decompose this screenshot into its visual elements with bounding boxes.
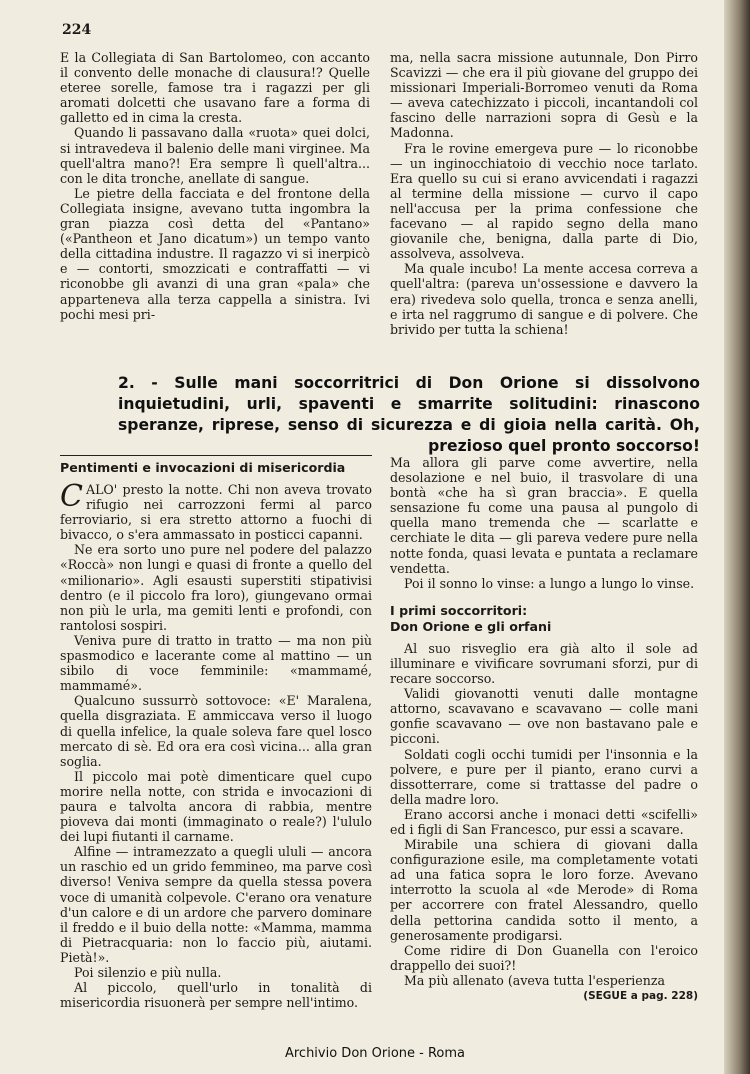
subsection-title-line: I primi soccorritori:: [390, 602, 528, 618]
paragraph: Come ridire di Don Guanella con l'eroico drappello dei suoi?!: [390, 942, 698, 973]
bottom-left-column: [60, 460, 372, 1010]
paragraph: Soldati cogli occhi tumidi per l'insonnia e la polvere, e pure per il pianto, erano curvi a dissotterrare, come si trattasse del padre o della madre loro.: [390, 746, 698, 807]
paragraph: Veniva pure di tratto in tratto — ma non più spasmodico e lacerante come al mattino — un sibilo di voce femminile: «mammamé, mammamé».: [60, 632, 372, 694]
paragraph: Fra le rovine emergeva pure — lo riconobbe — un inginocchiatoio di vecchio noce tarlato. Era quello su cui si erano avvicendati i ragazzi al termine della missione — curvo il capo nell'accusa per la prima confessione che facevano — al rapido segno della mano giovanile che, benigna, dalla parte di Dio, assolveva, assolveva.: [390, 140, 698, 262]
divider: [60, 455, 372, 456]
paragraph: ma, nella sacra missione autunnale, Don Pirro Scavizzi — che era il più giovane del gruppo dei missionari Imperiali-Borromeo venuti da Roma — aveva catechizzato i piccoli, incantandoli col fascino delle narrazioni sopra di Gesù e la Madonna.: [390, 50, 698, 141]
paragraph: Ma allora gli parve come avvertire, nella desolazione e nel buio, il trasvolare di una bontà «che ha sì gran braccia». E quella sensazione fu come una pausa al pungolo di quella mano tremenda che — scarlatte e cerchiate le dita — gli pareva vedere pure nella notte fonda, quasi levata e puntata a reclamare vendetta.: [390, 455, 698, 576]
subsection-title: [390, 603, 698, 635]
paragraph: Alfine — intramezzato a quegli ululi — ancora un raschio ed un grido femmineo, ma parve così diverso! Veniva sempre da quella stessa povera voce di umanità colpevole. C'erano ora venature d'un calore e di un ardore che parvero dominare il freddo e il buio della notte: «Mamma, mamma di Pietracquaria: non lo faccio più, aiutami. Pietà!».: [60, 844, 372, 965]
paragraph: Ma quale incubo! La mente accesa correva a quell'altra: (pareva un'ossessione e davvero la era) rivedeva solo quella, tronca e senza anelli, e irta nel raggrumo di sangue e di polvere. Che brivido per tutta la schiena!: [390, 261, 698, 337]
paragraph: Il piccolo mai potè dimenticare quel cupo morire nella notte, con strida e invocazioni di paura e talvolta ancora di rabbia, mentre pioveva dai monti (immaginato o reale?) l'ululo dei lupi fiutanti il carname.: [60, 768, 372, 845]
paragraph: Poi il sonno lo vinse: a lungo a lungo lo vinse.: [404, 575, 695, 591]
paragraph: E la Collegiata di San Bartolomeo, con accanto il convento delle monache di clausura!? Quelle eteree sorelle, famose tra i ragazzi per gli aromati dolcetti che usavano fare a forma di galletto ed in cima la cresta.: [60, 50, 370, 126]
paragraph: Quando li passavano dalla «ruota» quei dolci, si intravedeva il balenio delle mani virginee. Ma quell'altra mano?! Era sempre lì quell'altra... con le dita tronche, anellate di sangue.: [60, 125, 370, 186]
bottom-right-column: [390, 455, 698, 1004]
paragraph: Ma più allenato (aveva tutta l'esperienza: [404, 972, 665, 988]
subsection-title-line: Don Orione e gli orfani: [390, 618, 552, 634]
continuation-note: (SEGUE a pag. 228): [583, 990, 698, 1002]
top-left-column: [60, 50, 370, 322]
book-spine-shadow: [724, 0, 750, 1074]
paragraph: Erano accorsi anche i monaci detti «scifelli» ed i figli di San Francesco, pur essi a scavare.: [390, 806, 698, 837]
first-paragraph-text: ALO' presto la notte. Chi non aveva trovato rifugio nei carrozzoni fermi al parco ferroviario, si era stretto attorno a fuochi di bivacco, o s'era ammassato in posticci capanni.: [60, 482, 372, 543]
paragraph: Mirabile una schiera di giovani dalla configurazione esile, ma completamente votati ad una fatica sopra le loro forze. Avevano interrotto la scuola al «de Merode» di Roma per accorrere con fratel Alessandro, quello della pettorina candida sotto il mento, a generosamente prodigarsi.: [390, 837, 698, 943]
page-number: 224: [62, 22, 92, 38]
paragraph: Le pietre della facciata e del frontone della Collegiata insigne, avevano tutta ingombra la gran piazza così detta del «Pantano» («Pantheon et Jano dicatum») un tempo vanto della cittadina industre. Il ragazzo vi si inerpicò e — contorti, smozzicati e contraffatti — vi riconobbe gli avanzi di una gran «pala» che apparteneva alla terza cappella a sinistra. Ivi pochi mesi pri-: [60, 185, 370, 322]
archive-footer: Archivio Don Orione - Roma: [284, 1046, 466, 1061]
section-heading: 2. - Sulle mani soccorritrici di Don Orione si dissolvono inquietudini, urli, spaventi e smarrite solitudini: rinascono speranze, riprese, senso di sicurezza e di gioia nella carità. Oh, prezioso quel pronto soccorso!: [118, 374, 700, 455]
paragraph: Validi giovanotti venuti dalle montagne attorno, scavavano e scavavano — colle mani gonfie scavavano — ove non bastavano pale e picconi.: [390, 686, 698, 747]
paragraph: [60, 479, 372, 543]
paragraph: Ne era sorto uno pure nel podere del palazzo «Roccà» non lungi e quasi di fronte a quello del «milionario». Agli esausti superstiti stipativisi dentro (e il piccolo fra loro), giungevano ormai non più le urla, ma gemiti lenti e profondi, con rantolosi sospiri.: [60, 542, 372, 633]
subsection-title: Pentimenti e invocazioni di misericordia: [60, 460, 346, 475]
top-right-column: [390, 50, 698, 337]
drop-cap: C: [60, 479, 83, 514]
paragraph: Al suo risveglio era già alto il sole ad illuminare e vivificare sovrumani sforzi, pur di recare soccorso.: [390, 640, 698, 687]
paragraph: Qualcuno sussurrò sottovoce: «E' Maralena, quella disgraziata. E ammiccava verso il luogo di quella infelice, la quale soleva fare quel losco mercato di sè. Ed ora era così vicina... alla gran soglia.: [60, 693, 372, 769]
paragraph: Al piccolo, quell'urlo in tonalità di misericordia risuonerà per sempre nell'intimo.: [60, 980, 372, 1011]
paragraph: Poi silenzio e più nulla.: [74, 965, 222, 980]
